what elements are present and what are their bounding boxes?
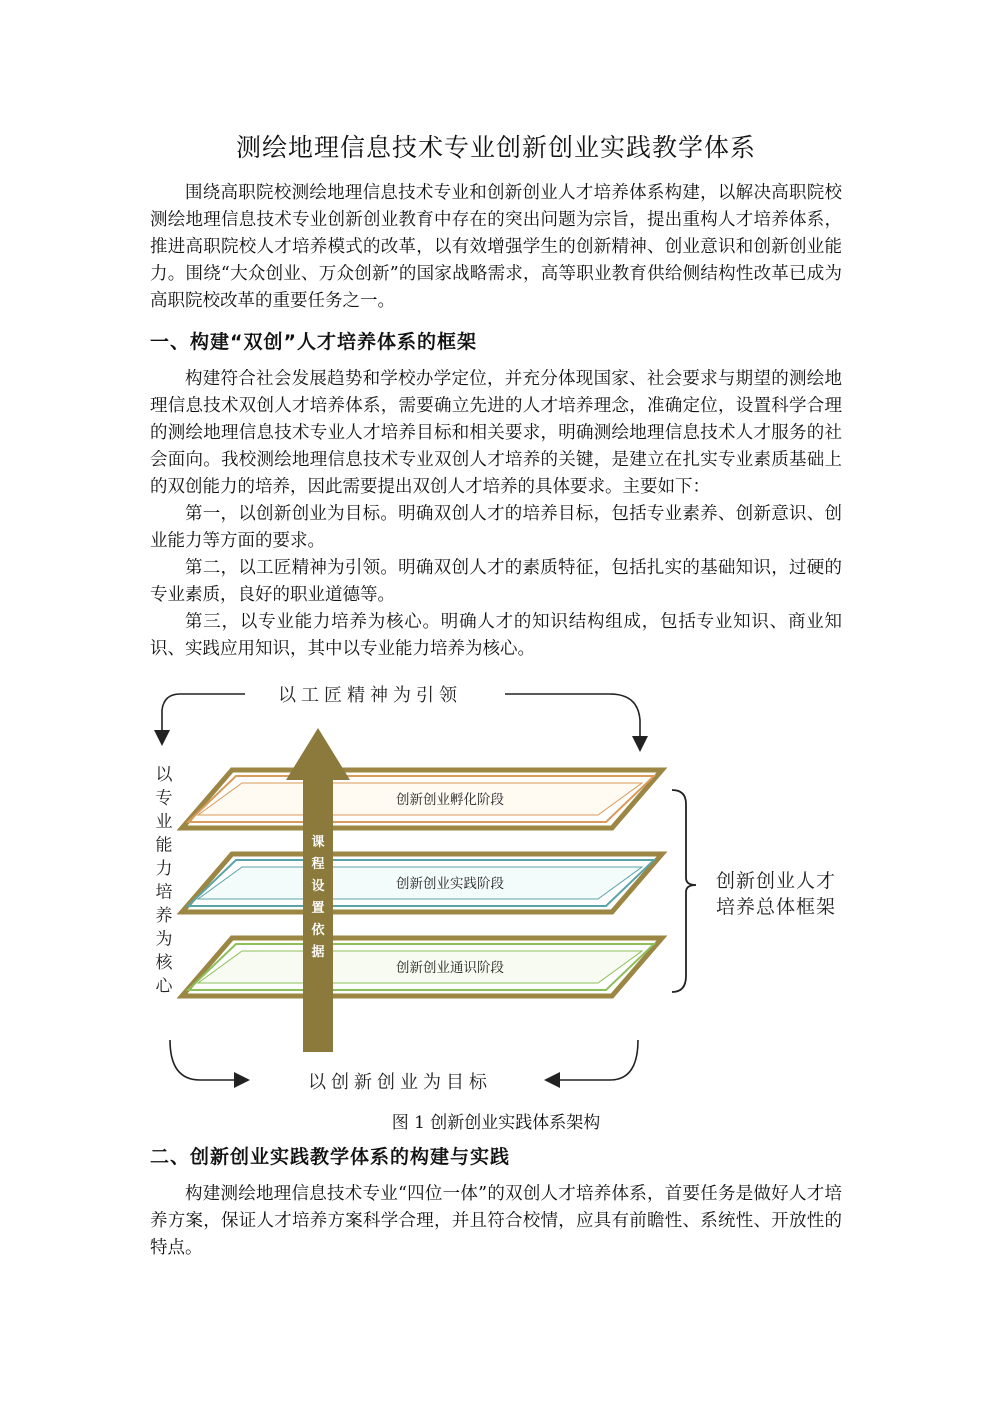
layer-incubation-label: 创新创业孵化阶段: [396, 792, 504, 808]
left-label-char: 以: [155, 765, 173, 785]
left-label-char: 心: [155, 976, 173, 997]
article-body: [150, 128, 842, 663]
cycle-arrow-top-right: [505, 694, 640, 744]
top-label: 以工匠精神为引领: [278, 685, 462, 706]
section1-paragraph: 构建符合社会发展趋势和学校办学定位，并充分体现国家、社会要求与期望的测绘地理信息技术双创人才培养体系，需要确立先进的人才培养理念，准确定位，设置科学合理的测绘地理信息技术专业人才培养目标和相关要求，明确测绘地理信息技术人才服务的社会面向。我校测绘地理信息技术专业双创人才培养的关键，是建立在扎实专业素质基础上的双创能力的培养，因此需要提出双创人才培养的具体要求。主要如下：: [150, 369, 842, 497]
right-bracket: [672, 790, 696, 992]
left-label-char: 力: [155, 859, 173, 879]
left-vertical-label: [156, 765, 174, 997]
layer-general: [182, 938, 662, 996]
section1-heading: 一、构建“双创”人才培养体系的框架: [150, 331, 477, 353]
section1-paragraph: 第一，以创新创业为目标。明确双创人才的培养目标，包括专业素养、创新意识、创业能力等方面的要求。: [150, 504, 842, 551]
arrow-label-char: 据: [311, 945, 325, 960]
layer-general-label: 创新创业通识阶段: [396, 960, 504, 976]
left-label-char: 养: [155, 906, 173, 926]
arrow-label-char: 课: [311, 835, 325, 850]
left-label-char: 业: [155, 812, 173, 832]
framework-diagram: [150, 680, 850, 1100]
arrow-label-char: 程: [311, 857, 325, 872]
section1-paragraph: 第二，以工匠精神为引领。明确双创人才的素质特征，包括扎实的基础知识，过硬的专业素质，良好的职业道德等。: [150, 558, 842, 605]
section2-paragraph: 构建测绘地理信息技术专业“四位一体”的双创人才培养体系，首要任务是做好人才培养方案，保证人才培养方案科学合理，并且符合校情，应具有前瞻性、系统性、开放性的特点。: [150, 1184, 842, 1258]
arrow-label-char: 依: [311, 923, 325, 938]
left-label-char: 培: [155, 882, 173, 903]
cycle-arrow-bottom-right: [552, 1040, 638, 1080]
right-label-line1: 创新创业人才: [716, 870, 837, 892]
left-label-char: 能: [155, 835, 173, 856]
right-label-line2: 培养总体框架: [716, 896, 837, 918]
cycle-arrow-top-left: [162, 694, 245, 738]
section1-paragraph: 第三，以专业能力培养为核心。明确人才的知识结构组成，包括专业知识、商业知识、实践应用知识，其中以专业能力培养为核心。: [150, 612, 842, 659]
section2: [150, 1142, 842, 1262]
framework-figure: [150, 680, 850, 1100]
page-title: 测绘地理信息技术专业创新创业实践教学体系: [235, 133, 756, 162]
left-label-char: 专: [155, 788, 173, 809]
figure-caption: 图 1 创新创业实践体系架构: [391, 1113, 601, 1133]
left-label-char: 核: [155, 953, 173, 973]
layer-practice-label: 创新创业实践阶段: [396, 876, 504, 892]
left-label-char: 为: [155, 929, 173, 950]
layer-practice: [182, 854, 662, 912]
layer-incubation: [182, 770, 662, 828]
cycle-arrow-bottom-left: [170, 1040, 242, 1080]
arrow-label-char: 置: [311, 901, 325, 916]
section2-heading: 二、创新创业实践教学体系的构建与实践: [150, 1146, 511, 1168]
intro-paragraph: 围绕高职院校测绘地理信息技术专业和创新创业人才培养体系构建，以解决高职院校测绘地理信息技术专业创新创业教育中存在的突出问题为宗旨，提出重构人才培养体系，推进高职院校人才培养模式的改革，以有效增强学生的创新精神、创业意识和创新创业能力。围绕“大众创业、万众创新”的国家战略需求，高等职业教育供给侧结构性改革已成为高职院校改革的重要任务之一。: [150, 183, 842, 311]
arrow-label-char: 设: [311, 879, 325, 894]
bottom-label: 以创新创业为目标: [308, 1072, 492, 1093]
